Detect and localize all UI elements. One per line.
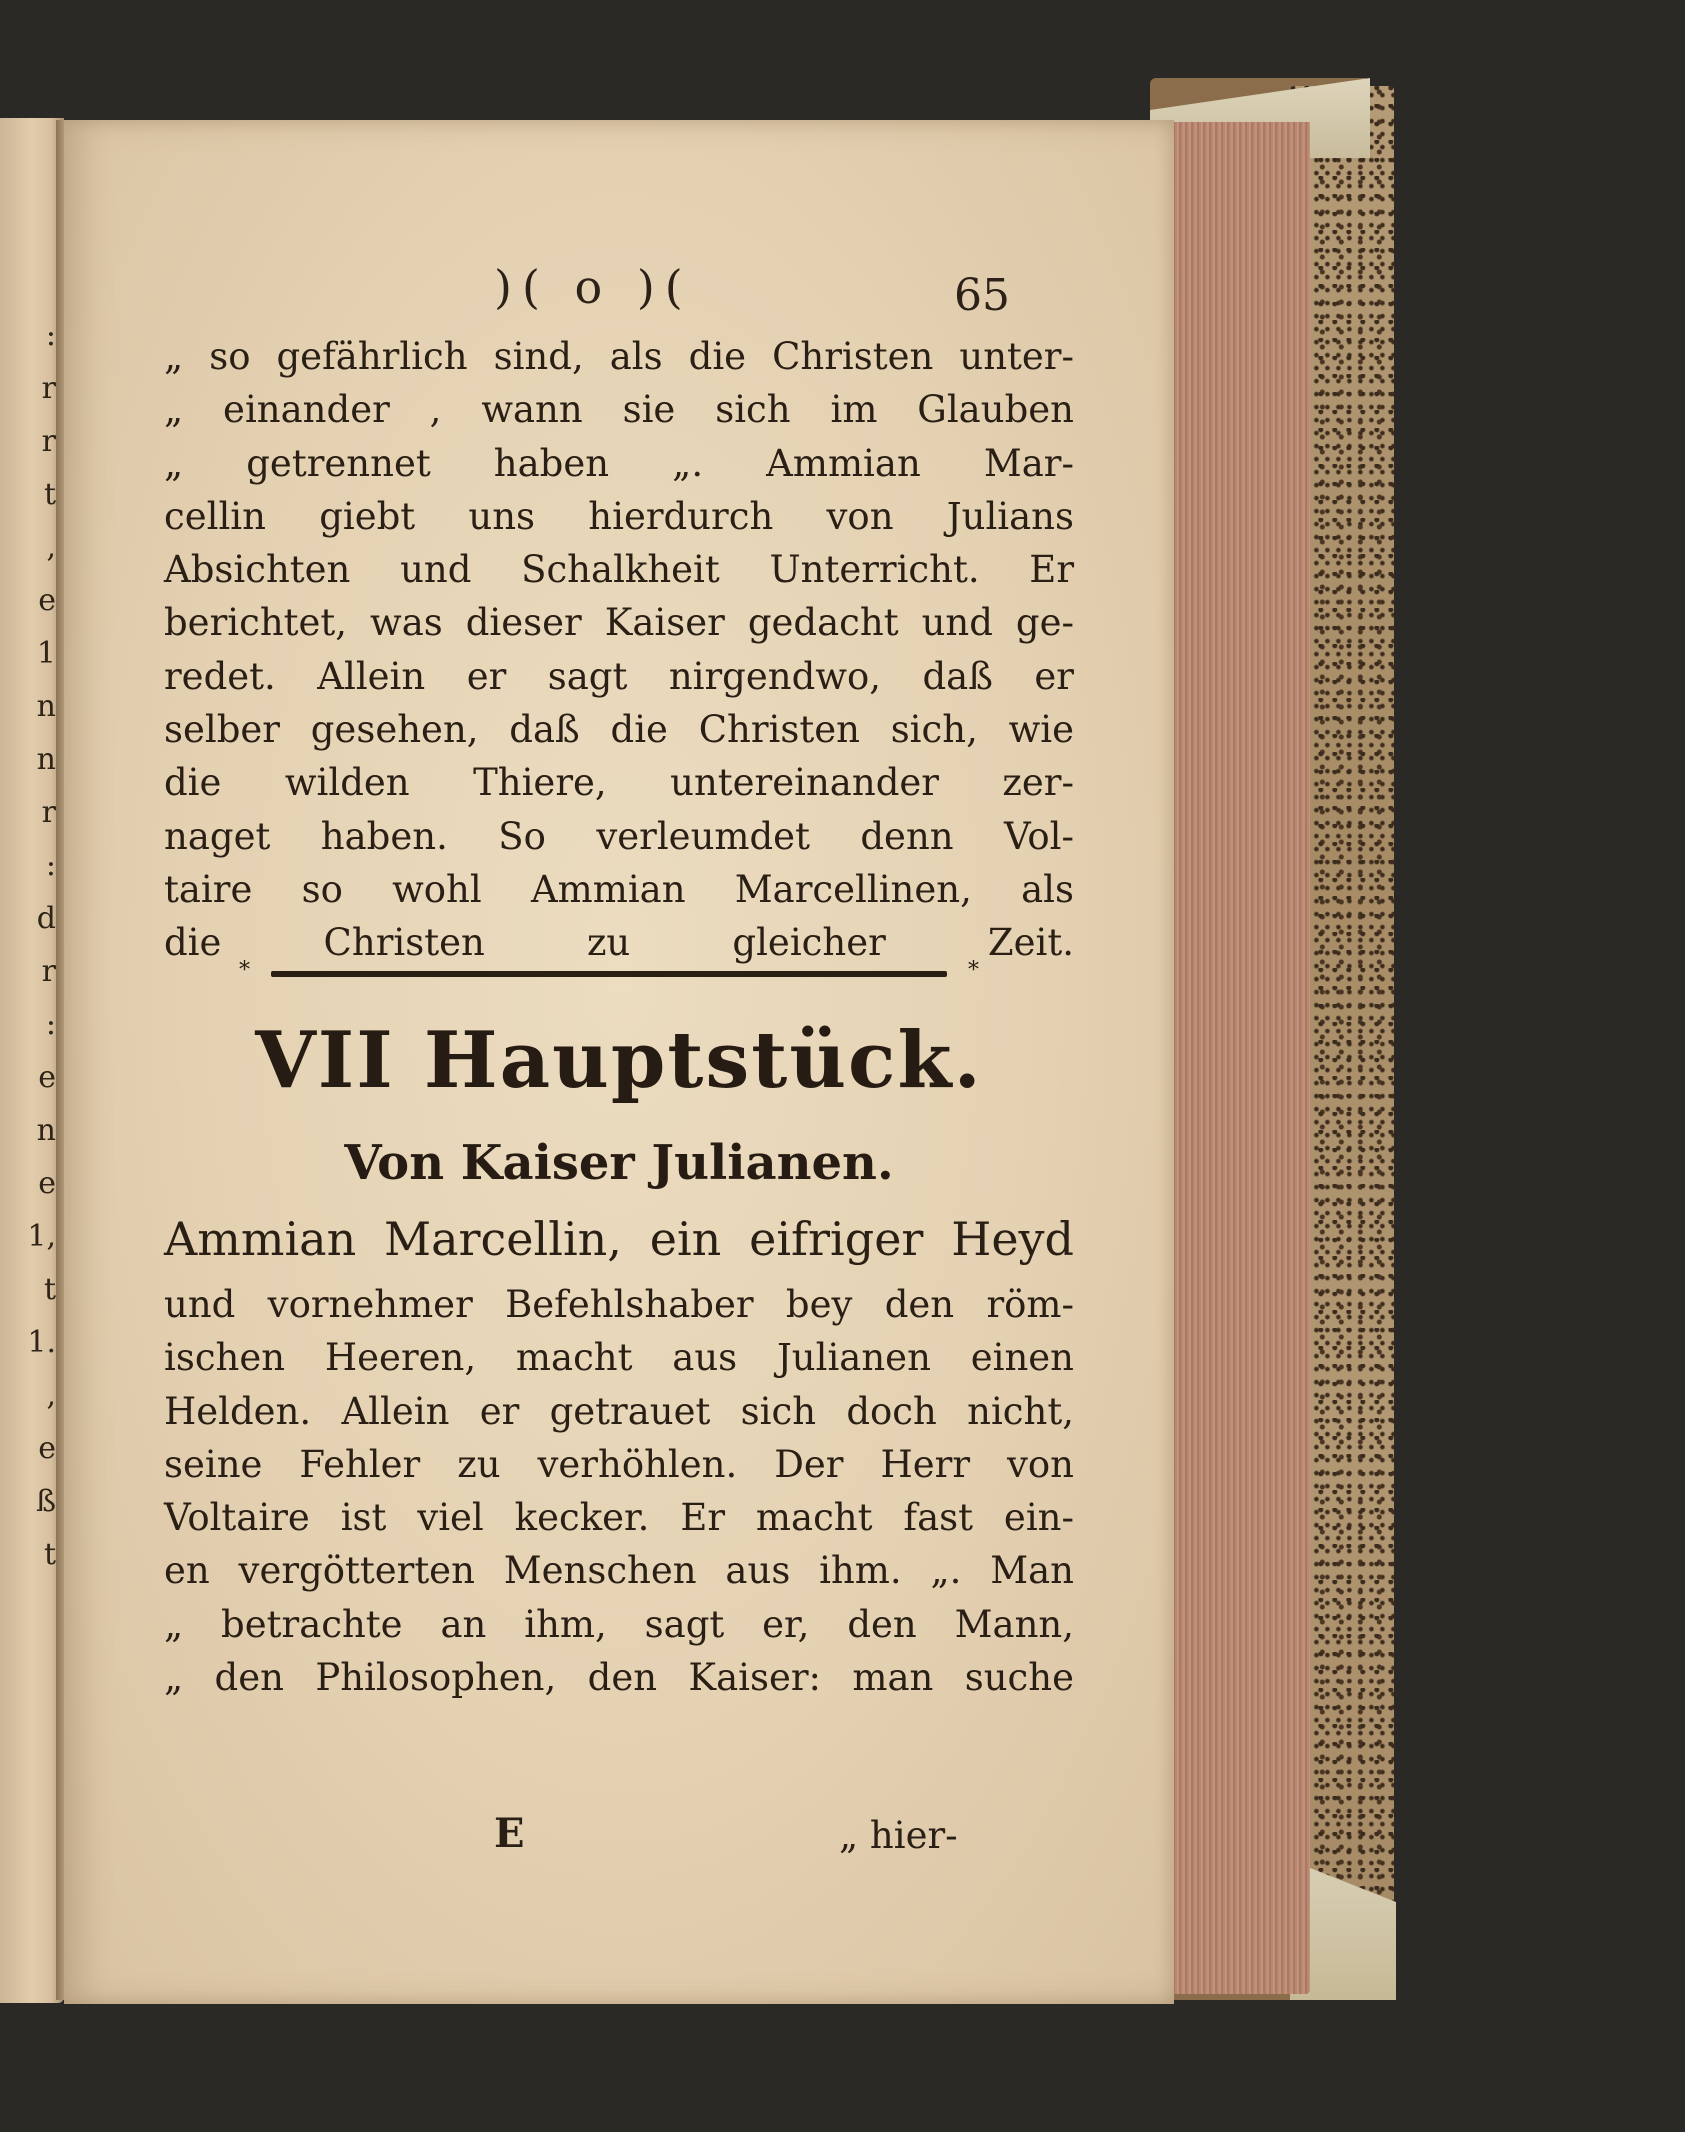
text-line: cellin giebt uns hierdurch von Julians — [164, 494, 1074, 538]
previous-page-glyph: n — [36, 742, 56, 777]
text-line: selber gesehen, daß die Christen sich, wie — [164, 708, 1074, 752]
previous-page-glyph: e — [38, 583, 56, 618]
text-line: und vornehmer Befehlshaber bey den röm- — [164, 1283, 1074, 1326]
previous-page-glyph: t — [43, 1537, 56, 1572]
separator-star-left: * — [239, 958, 250, 983]
signature-mark: E — [494, 1810, 525, 1857]
previous-page-glyph: r — [41, 371, 56, 406]
text-line: seine Fehler zu verhöhlen. Der Herr von — [164, 1442, 1074, 1486]
previous-page-glyph: : — [45, 318, 56, 353]
chapter-title: VII Hauptstück. — [255, 1015, 983, 1106]
text-line: Helden. Allein er getrauet sich doch nicht, — [164, 1389, 1074, 1433]
previous-page — [0, 118, 64, 2003]
text-line: naget haben. So verleumdet denn Vol- — [164, 814, 1074, 858]
previous-page-glyph: : — [45, 1007, 56, 1042]
separator-star-right: * — [968, 958, 979, 983]
page-footer — [64, 1810, 1174, 1870]
header-ornament: )( o )( — [494, 260, 693, 314]
previous-page-glyph: , — [46, 1378, 56, 1413]
text-line: Voltaire ist viel kecker. Er macht fast ein- — [164, 1496, 1074, 1540]
paragraph-1 — [164, 330, 1074, 970]
text-line: „ einander , wann sie sich im Glauben — [164, 388, 1074, 432]
text-line: Ammian Marcellin, ein eifriger Heyd — [164, 1212, 1074, 1266]
separator-line — [271, 971, 947, 977]
previous-page-glyph: 1 — [36, 636, 56, 671]
section-separator — [239, 958, 979, 988]
previous-page-glyph: r — [41, 424, 56, 459]
paragraph-2 — [164, 1200, 1074, 1704]
previous-page-glyph: n — [36, 689, 56, 724]
text-line: taire so wohl Ammian Marcellinen, als — [164, 867, 1074, 911]
page-block-edge — [1170, 122, 1310, 1994]
previous-page-glyph: t — [43, 477, 56, 512]
text-line: „ getrennet haben „. Ammian Mar- — [164, 441, 1074, 485]
previous-page-glyph: r — [41, 795, 56, 830]
text-line: redet. Allein er sagt nirgendwo, daß er — [164, 654, 1074, 698]
previous-page-glyph: e — [38, 1060, 56, 1095]
text-line: Absichten und Schalkheit Unterricht. Er — [164, 548, 1074, 592]
previous-page-text — [6, 318, 56, 1572]
catchword: „ hier- — [839, 1814, 958, 1857]
text-line: en vergötterten Menschen aus ihm. „. Man — [164, 1549, 1074, 1593]
chapter-subtitle: Von Kaiser Julianen. — [344, 1135, 894, 1191]
previous-page-glyph: e — [38, 1166, 56, 1201]
page-number: 65 — [954, 270, 1010, 321]
text-line: „ betrachte an ihm, sagt er, den Mann, — [164, 1602, 1074, 1646]
previous-page-glyph: e — [38, 1431, 56, 1466]
previous-page-glyph: 1. — [27, 1325, 56, 1360]
previous-page-glyph: t — [43, 1272, 56, 1307]
text-line: „ so gefährlich sind, als die Christen unter- — [164, 335, 1074, 378]
text-line: die wilden Thiere, untereinander zer- — [164, 761, 1074, 805]
previous-page-glyph: : — [45, 848, 56, 883]
previous-page-glyph: 1, — [27, 1219, 56, 1254]
text-line: berichtet, was dieser Kaiser gedacht und ge- — [164, 601, 1074, 645]
text-line: „ den Philosophen, den Kaiser: man suche — [164, 1656, 1074, 1700]
previous-page-glyph: d — [36, 901, 56, 936]
page — [64, 120, 1174, 2004]
previous-page-glyph: ß — [35, 1484, 56, 1519]
previous-page-glyph: n — [36, 1113, 56, 1148]
text-line: ischen Heeren, macht aus Julianen einen — [164, 1336, 1074, 1380]
previous-page-glyph: , — [46, 530, 56, 565]
text-line: die Christen zu gleicher Zeit. — [164, 921, 1074, 965]
previous-page-glyph: r — [41, 954, 56, 989]
